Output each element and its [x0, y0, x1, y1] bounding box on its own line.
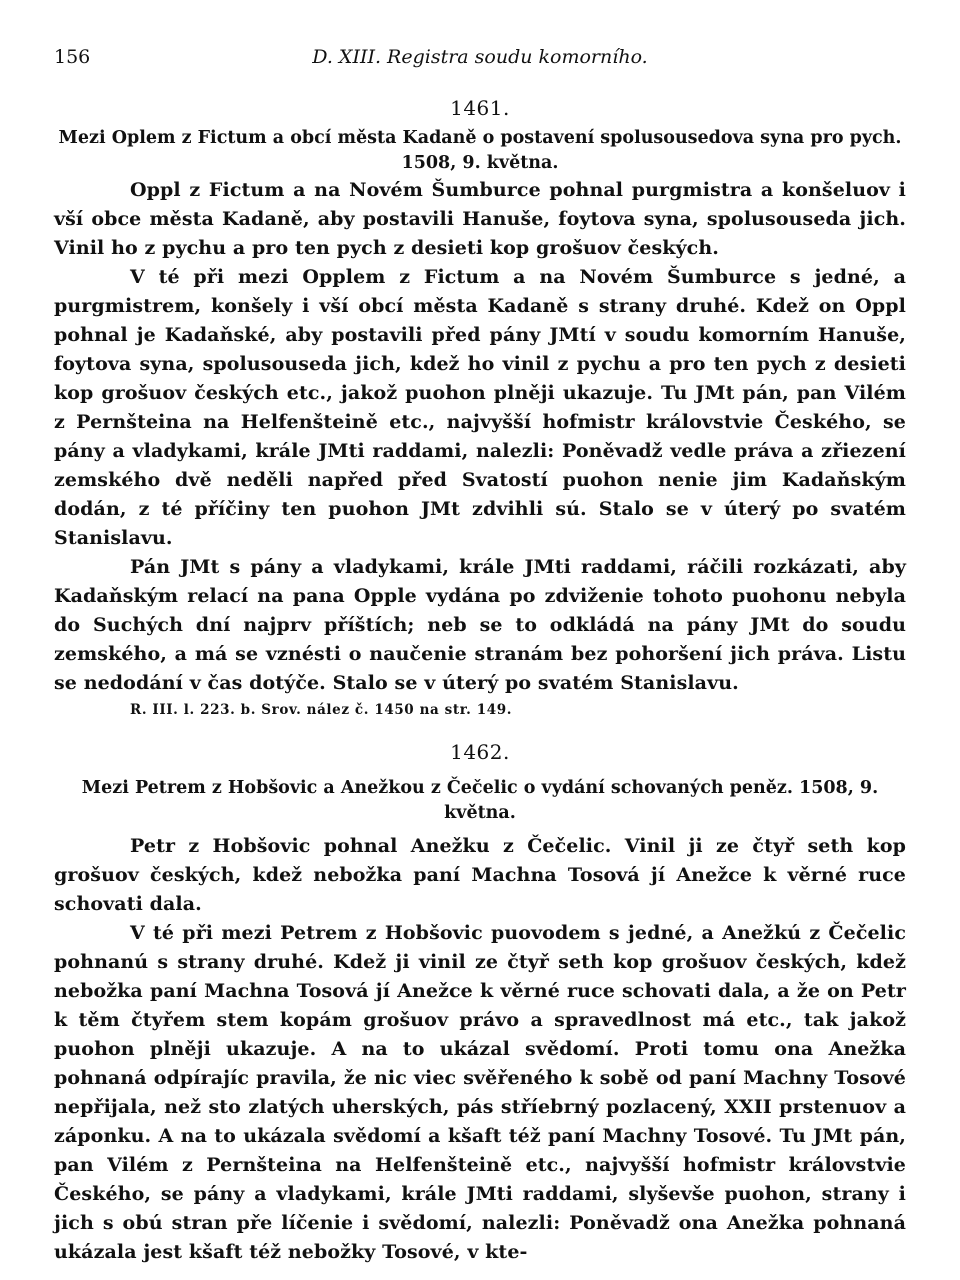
paragraph: Pán JMt s pány a vladykami, krále JMti raddami, ráčili rozkázati, aby Kadaňským relací na pana Opple vydána po zdviženie tohoto puohonu nebyla do Suchých dní najprv příštích; neb se to odkládá na pány JMt do soudu zemského, a má se vznésti o naučenie stranám bez pohoršení jich práva. Listu se nedodání v čas dotýče. Stalo se v úterý po svatém Stanislavu. — [54, 556, 906, 694]
running-title: D. XIII. Registra soudu komorního. — [312, 46, 648, 68]
entry-1462 — [54, 740, 906, 1267]
source-reference: R. III. l. 223. b. Srov. nález č. 1450 na str. 149. — [130, 702, 513, 718]
paragraph: Oppl z Fictum a na Novém Šumburce pohnal purgmistra a konšeluov i vší obce města Kadaně, aby postavili Hanuše, foytova syna, spolusouseda jich. Vinil ho z pychu a pro ten pych z desieti kop grošuov českých. — [54, 179, 906, 259]
entry-number: 1462. — [450, 740, 510, 764]
entry-date: 1508, 9. května. — [401, 153, 559, 173]
page-number: 156 — [54, 46, 91, 68]
entry-summary: Mezi Petrem z Hobšovic a Anežkou z Čečelic o vydání schovaných peněz. 1508, 9. května. — [81, 778, 879, 823]
entry-1461 — [54, 96, 906, 718]
entry-number: 1461. — [450, 96, 510, 120]
paragraph: Petr z Hobšovic pohnal Anežku z Čečelic. Vinil ji ze čtyř seth kop grošuov českých, kdež nebožka paní Machna Tosová jí Anežce k věrné ruce schovati dala. — [54, 835, 906, 915]
paragraph: V té při mezi Petrem z Hobšovic puovodem s jedné, a Anežkú z Čečelic pohnanú s strany druhé. Kdež ji vinil ze čtyř seth kop grošuov českých, kdež nebožka paní Machna Tosová jí Anežce k věrné ruce schovati dala, a že on Petr k těm čtyřem stem kopám grošuov právo a spravedlnost má etc., tak jakož puohon plněji ukazuje. A na to ukázal svědomí. Proti tomu ona Anežka pohnaná odpírajíc pravila, že nic viec svěřeného k sobě od paní Machny Tosové nepřijala, než sto zlatých uherských, pás stříebrný pozlacený, XXII prstenuov a záponku. A na to ukázala svědomí a kšaft též paní Machny Tosové. Tu JMt pán, pan Vilém z Pernšteina na Helfenšteině etc., najvyšší hofmistr královstvie Českého, se pány a vladykami, krále JMti raddami, slyševše puohon, strany i jich s obú stran pře líčenie i svědomí, nalezli: Poněvadž ona Anežka pohnaná ukázala jest kšaft též nebožky Tosové, v kte- — [54, 922, 906, 1263]
running-head — [54, 46, 906, 72]
paragraph: V té při mezi Opplem z Fictum a na Novém Šumburce s jedné, a purgmistrem, konšely i vší obcí města Kadaně s strany druhé. Kdež on Oppl pohnal je Kadaňské, aby postavili před pány JMtí v soudu komorním Hanuše, foytova syna, spolusouseda jich, kdež ho vinil z pychu a pro ten pych z desieti kop grošuov českých etc., jakož puohon plněji ukazuje. Tu JMt pán, pan Vilém z Pernšteina na Helfenšteině etc., najvyšší hofmistr královstvie Českého, se pány a vladykami, krále JMti raddami, nalezli: Poněvadž vedle práva a zřiezení zemského dvě neděli napřed před Svatostí puohon nenie jim Kadaňským dodán, z té příčiny ten puohon JMt zdvihli sú. Stalo se v úterý po svatém Stanislavu. — [54, 266, 906, 549]
entry-summary: Mezi Oplem z Fictum a obcí města Kadaně o postavení spolusousedova syna pro pych. — [58, 128, 902, 148]
